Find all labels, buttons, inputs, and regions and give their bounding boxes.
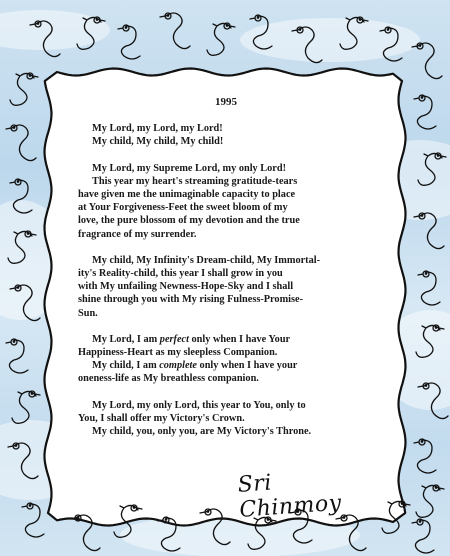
poem-line: at Your Forgiveness-Feet the sweet bloom of my bbox=[78, 202, 288, 214]
soul-bird-icon bbox=[414, 436, 444, 474]
poem-line: My Lord, my only Lord, this year to You, only to bbox=[92, 399, 306, 411]
soul-bird-icon bbox=[75, 14, 105, 52]
soul-bird-icon bbox=[205, 20, 235, 58]
stanza-2 bbox=[78, 162, 374, 241]
soul-bird-icon bbox=[338, 14, 368, 52]
soul-bird-icon bbox=[10, 176, 40, 214]
soul-bird-icon bbox=[412, 40, 442, 78]
stanza-4 bbox=[78, 333, 374, 386]
soul-bird-icon bbox=[112, 502, 142, 540]
soul-bird-icon bbox=[380, 24, 410, 62]
soul-bird-icon bbox=[380, 498, 410, 536]
soul-bird-icon bbox=[30, 18, 60, 56]
soul-bird-icon bbox=[414, 482, 444, 520]
soul-bird-icon bbox=[414, 322, 444, 360]
soul-bird-icon bbox=[8, 70, 38, 108]
soul-bird-icon bbox=[158, 514, 188, 552]
stanza-5 bbox=[78, 399, 374, 439]
soul-bird-icon bbox=[22, 500, 52, 538]
poem-line: with My unfailing Newness-Hope-Sky and I shall bbox=[78, 281, 294, 293]
soul-bird-icon bbox=[292, 24, 322, 62]
poem-line: My child, My Infinity's Dream-child, My Immortal- bbox=[92, 254, 321, 266]
poem-line: love, the pure blossom of my devotion and the true bbox=[78, 215, 300, 227]
poem-line: My child, you, only you, are My Victory's Throne. bbox=[92, 426, 312, 438]
soul-bird-icon bbox=[250, 12, 280, 50]
soul-bird-icon bbox=[412, 516, 442, 554]
soul-bird-icon bbox=[418, 268, 448, 306]
soul-bird-icon bbox=[118, 22, 148, 60]
poem-line: ity's Reality-child, this year I shall grow in you bbox=[78, 268, 283, 280]
soul-bird-icon bbox=[8, 440, 38, 478]
soul-bird-icon bbox=[160, 10, 190, 48]
soul-bird-icon bbox=[6, 336, 36, 374]
poem-line: My child, I am complete only when I have your bbox=[92, 360, 298, 372]
poem-body bbox=[78, 96, 374, 438]
stanza-1 bbox=[78, 122, 374, 148]
soul-bird-icon bbox=[336, 512, 366, 550]
poem-line: My Lord, my Lord, my Lord! bbox=[92, 123, 223, 135]
poem-line: This year my heart's streaming gratitude-tears bbox=[92, 175, 298, 187]
poem-line: shine through you with My rising Fulness-Promise- bbox=[78, 294, 304, 306]
poem-line: oneness-life as My breathless companion. bbox=[78, 373, 259, 385]
soul-bird-icon bbox=[414, 92, 444, 130]
poem-line: My Lord, I am perfect only when I have Your bbox=[92, 333, 291, 345]
poem-year: 1995 bbox=[215, 96, 237, 108]
soul-bird-icon bbox=[10, 388, 40, 426]
emphasis-perfect: perfect bbox=[159, 333, 189, 345]
poem-line: My Lord, my Supreme Lord, my only Lord! bbox=[92, 162, 287, 174]
soul-bird-icon bbox=[6, 122, 36, 160]
soul-bird-icon bbox=[70, 512, 100, 550]
poem-line: fragrance of my surrender. bbox=[78, 228, 197, 240]
poem-line: My child, My child, My child! bbox=[92, 136, 224, 148]
soul-bird-icon bbox=[6, 228, 36, 266]
poem-line: have given me the unimaginable capacity to place bbox=[78, 189, 296, 201]
soul-bird-icon bbox=[414, 210, 444, 248]
soul-bird-icon bbox=[10, 282, 40, 320]
soul-bird-icon bbox=[418, 380, 448, 418]
poem-line: Happiness-Heart as my sleepless Companion. bbox=[78, 347, 278, 359]
signature: Sri Chinmoy bbox=[236, 470, 343, 523]
poem-line: You, I shall offer my Victory's Crown. bbox=[78, 412, 245, 424]
stanza-3 bbox=[78, 254, 374, 320]
soul-bird-icon bbox=[416, 150, 446, 188]
soul-bird-icon bbox=[200, 506, 230, 544]
emphasis-complete: complete bbox=[159, 360, 197, 372]
poem-line: Sun. bbox=[78, 307, 98, 319]
